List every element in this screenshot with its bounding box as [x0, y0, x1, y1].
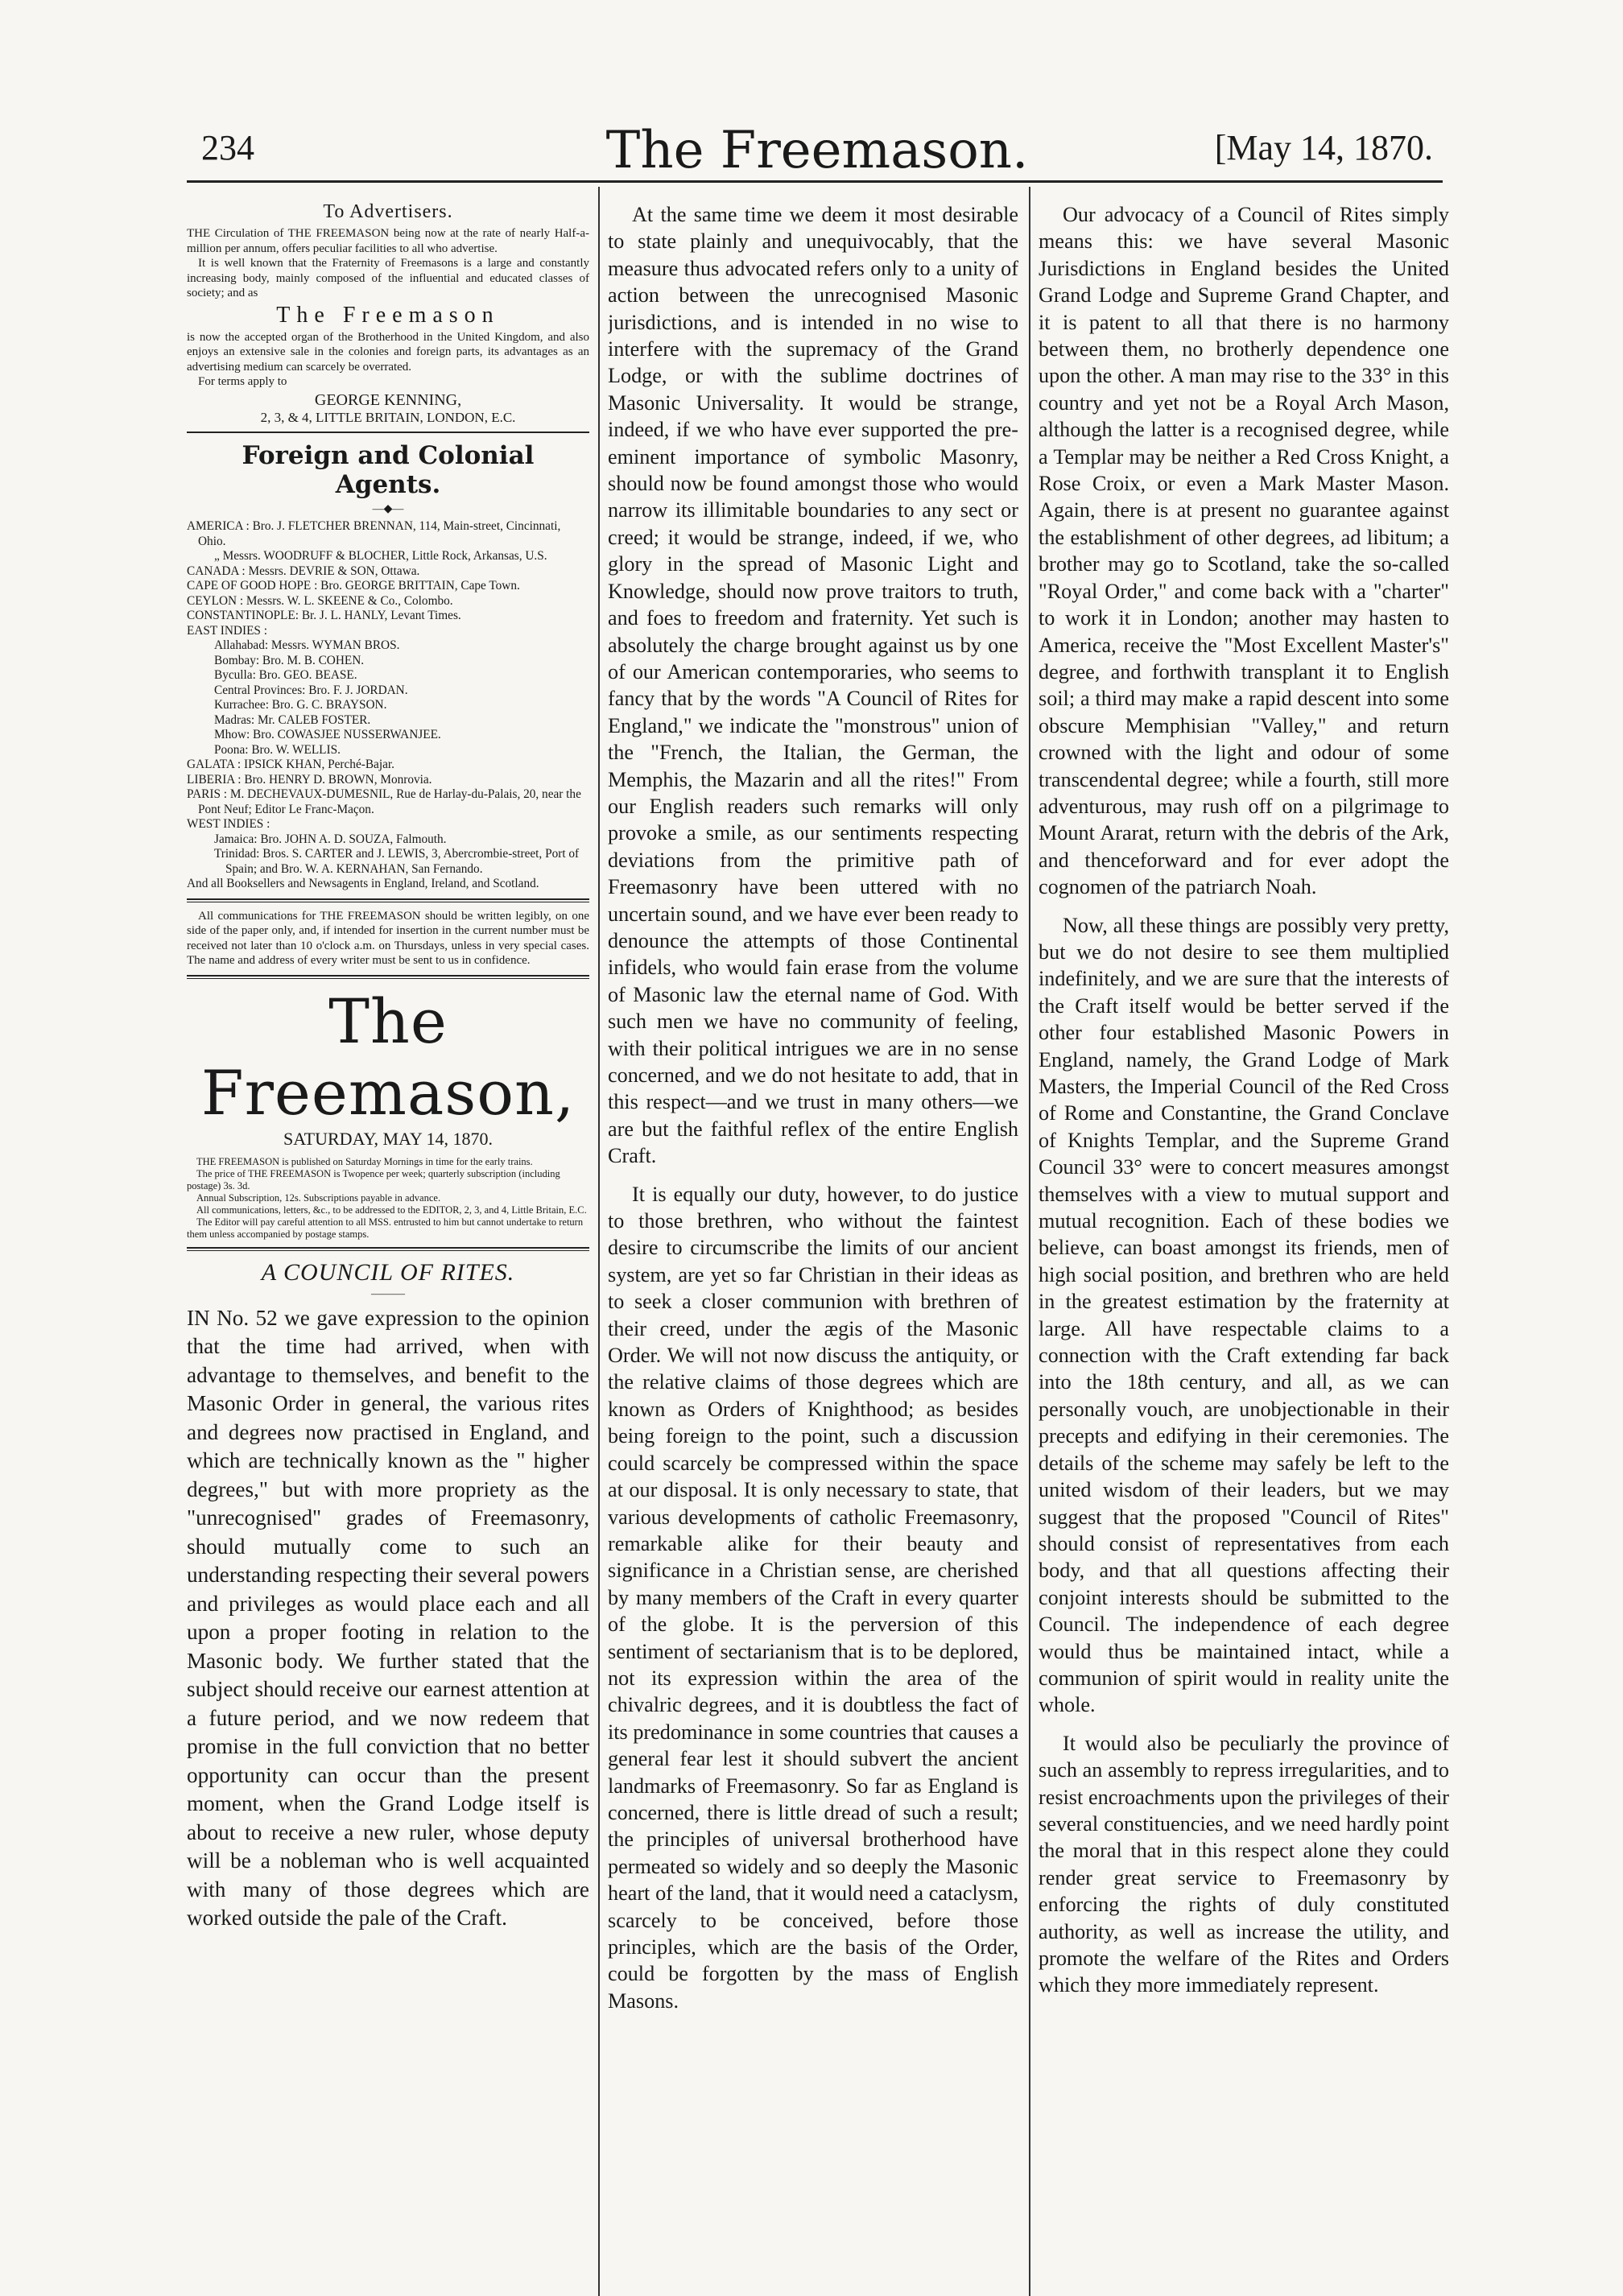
agent-entry: Poona: Bro. W. WELLIS.	[214, 742, 341, 757]
agents-title: Foreign and Colonial Agents.	[242, 441, 535, 499]
agents-list	[187, 519, 589, 892]
agent-entry: Mhow: Bro. COWASJEE NUSSERWANJEE.	[214, 728, 441, 741]
agent-entry: Allahabad: Messrs. WYMAN BROS.	[214, 638, 400, 652]
agent-entry: WEST INDIES :	[187, 817, 270, 831]
publication-note: The Editor will pay careful attention to all MSS. entrusted to him but cannot undertake to return them unless accompanied by postage stamps.	[187, 1216, 584, 1240]
header-rule	[187, 180, 1443, 183]
advertisers-terms: For terms apply to	[198, 375, 287, 388]
agent-entry: LIBERIA : Bro. HENRY D. BROWN, Monrovia.	[187, 772, 432, 787]
agent-entry: Madras: Mr. CALEB FOSTER.	[214, 712, 371, 727]
advertisers-p2: It is well known that the Fraternity of Freemasons is a large and constantly increasing body, mainly composed of the influential and educated classes of society; and as	[187, 257, 589, 299]
article-title: A COUNCIL OF RITES.	[261, 1258, 515, 1286]
column-left	[187, 201, 589, 1933]
ornament-divider: —◆—	[372, 503, 404, 515]
agent-entry: CAPE OF GOOD HOPE : Bro. GEORGE BRITTAIN, Cape Town.	[187, 579, 520, 593]
advertisers-title: To Advertisers.	[323, 201, 453, 222]
title-divider: ———	[371, 1287, 405, 1300]
agent-entry: CANADA : Messrs. DEVRIE & SON, Ottawa.	[187, 564, 420, 578]
section-rule	[187, 978, 589, 979]
agent-entry: And all Booksellers and Newsagents in England, Ireland, and Scotland.	[187, 877, 539, 890]
article-col3-text	[1039, 201, 1449, 1999]
agent-entry: Central Provinces: Bro. F. J. JORDAN.	[214, 683, 408, 697]
article-paragraph: It would also be peculiarly the province of such an assembly to repress irregularities, and to resist encroachments upon the privileges of their several constituencies, and we need hardly point the moral that in this respect alone they could render great service to Freemasonry by enforcing the rights of duly constituted authority, as well as increase the utility, and promote the welfare of the Rites and Orders which they more immediately represent.	[1039, 1731, 1449, 1997]
agent-entry: Byculla: Bro. GEO. BEASE.	[214, 668, 357, 682]
agent-entry: CEYLON : Messrs. W. L. SKEENE & Co., Colombo.	[187, 593, 453, 608]
article-col2-text	[608, 201, 1018, 2014]
column-divider	[1029, 187, 1030, 2296]
masthead-block-title: The Freemason,	[200, 985, 576, 1129]
section-rule	[187, 898, 589, 900]
publication-note: Annual Subscription, 12s. Subscriptions payable in advance.	[196, 1191, 441, 1204]
publication-note: The price of THE FREEMASON is Twopence per week; quarterly subscription (including postage) 3s. 3d.	[187, 1167, 560, 1191]
article-paragraph: At the same time we deem it most desirable to state plainly and unequivocably, that the measure thus advocated refers only to a unity of action between the unrecognised Masonic jurisdictions, and is intended in no wise to interfere with the supremacy of the Grand Lodge, or with the sublime doctrines of Masonic Universality. It would be strange, indeed, if we who have ever supported the pre-eminent importance of symbolic Masonry, should now be found amongst those who would narrow its illimitable boundaries to any sect or creed; it would be strange, indeed, if we, who glory in the spread of Masonic Light and Knowledge, should now prove traitors to truth, and foes to freedom and fraternity. Yet such is absolutely the charge brought against us by one of our American contemporaries, who seems to fancy that by the words "A Council of Rites for England," we indicate the "monstrous" union of the "French, the Italian, the German, the Memphis, the Mazarin and all the rites!" From our English readers such remarks will only provoke a smile, as our sentiments respecting deviations from the primitive path of Freemasonry have been uttered with no uncertain sound, and we have ever been ready to denounce the attempts of those Continental infidels, who would fain erase from the volume of Masonic law the eternal name of God. With such men we have no community of feeling, with their political intrigues we are in no sense concerned, and we do not hesitate to add, that in this respect—and we trust in many others—we are but the faithful reflex of the entire English Craft.	[608, 203, 1018, 1168]
agent-entry: PARIS : M. DECHEVAUX-DUMESNIL, Rue de Harlay-du-Palais, 20, near the Pont Neuf; Editor Le Franc-Maçon.	[187, 787, 581, 816]
agent-entry: CONSTANTINOPLE: Br. J. L. HANLY, Levant Times.	[187, 609, 461, 622]
agent-entry: AMERICA : Bro. J. FLETCHER BRENNAN, 114, Main-street, Cincinnati, Ohio.	[187, 519, 561, 548]
advertisers-p1: THE Circulation of THE FREEMASON being now at the rate of nearly Half-a-million per annum, offers peculiar facilities to all who advertise.	[187, 227, 589, 255]
column-divider	[598, 187, 600, 2296]
contact-address: 2, 3, & 4, LITTLE BRITAIN, LONDON, E.C.	[260, 409, 516, 425]
agent-entry: Bombay: Bro. M. B. COHEN.	[214, 653, 365, 667]
publication-notes	[187, 1156, 589, 1241]
agent-entry: „ Messrs. WOODRUFF & BLOCHER, Little Rock, Arkansas, U.S.	[214, 549, 547, 563]
article-paragraph: It is equally our duty, however, to do justice to those brethren, who without the faintest desire to circumscribe the limits of our ancient system, are yet so far Christian in their ideas as to seek a closer communion with brethren of their creed, under the ægis of the Masonic Order. We will not now discuss the antiquity, or the relative claims of those degrees which are known as Orders of Knighthood; as besides being foreign to the point, such a discussion could scarcely be compressed within the space at our disposal. It is only necessary to state, that various developments of catholic Freemasonry, remarkable alike for their beauty and significance in a Christian sense, are cherished by many members of the Craft in every quarter of the globe. It is the perversion of this sentiment of sectarianism that is to be deplored, not its expression within the area of the chivalric degrees, and it is doubtless the fact of its predominance in some countries that causes a general fear lest it should subvert the ancient landmarks of Freemasonry. So far as England is concerned, there is little dread of such a result; the principles of universal brotherhood have permeated so widely and so deeply the Masonic heart of the land, that it would need a cataclysm, scarcely to be conceived, before those principles, which are the basis of the Order, could be forgotten by the mass of English Masons.	[608, 1182, 1018, 2013]
masthead-block-date: SATURDAY, MAY 14, 1870.	[283, 1128, 493, 1149]
section-rule	[187, 1247, 589, 1249]
agent-entry: Trinidad: Bros. S. CARTER and J. LEWIS, 3, Abercrombie-street, Port of Spain; and Bro. W. A. KERNAHAN, San Fernando.	[214, 847, 580, 876]
agent-entry: Kurrachee: Bro. G. C. BRAYSON.	[214, 698, 387, 712]
contact-name: GEORGE KENNING,	[314, 390, 462, 409]
communications-notice: All communications for THE FREEMASON should be written legibly, on one side of the paper only, and, if intended for insertion in the current number must be received not later than 10 o'clock a.m. on Thursdays, unless in very special cases. The name and address of every writer must be sent to us in confidence.	[187, 909, 589, 967]
agent-entry: EAST INDIES :	[187, 623, 267, 638]
column-right	[1039, 201, 1449, 2294]
header-date: [May 14, 1870.	[1214, 128, 1433, 167]
article-paragraph: IN No. 52 we gave expression to the opinion that the time had arrived, when with advantage to themselves, and benefit to the Masonic Order in general, the various rites and degrees now practised in England, and which are technically known as the " higher degrees," but with more propriety as the "unrecognised" grades of Freemasonry, should mutually come to such an understanding respecting their several powers and privileges as would place each and all upon a proper footing in relation to the Masonic body. We further stated that the subject should receive our earnest attention at a future period, and we now redeem that promise in the full conviction that no better opportunity can occur than the present moment, when the Grand Lodge itself is about to receive a new ruler, whose deputy will be a nobleman who is well acquainted with many of those degrees which are worked outside the pale of the Craft.	[187, 1305, 589, 1930]
publication-note: THE FREEMASON is published on Saturday Mornings in time for the early trains.	[196, 1155, 533, 1167]
agent-entry: GALATA : IPSICK KHAN, Perché-Bajar.	[187, 758, 394, 771]
section-rule	[187, 1250, 589, 1251]
masthead: The Freemason.	[605, 121, 1029, 180]
publication-note: All communications, letters, &c., to be addressed to the EDITOR, 2, 3, and 4, Little Britain, E.C.	[196, 1204, 587, 1216]
column-middle	[608, 201, 1018, 2294]
article-col1-text	[187, 1304, 589, 1933]
agent-entry: Jamaica: Bro. JOHN A. D. SOUZA, Falmouth.	[214, 832, 447, 846]
section-rule	[187, 975, 589, 977]
section-rule	[187, 432, 589, 433]
article-paragraph: Our advocacy of a Council of Rites simply means this: we have several Masonic Jurisdictions in England besides the United Grand Lodge and Supreme Grand Chapter, and it is patent to all that there is no harmony between them, no brotherly dependence one upon the other. A man may rise to the 33° in this country and yet not be a Royal Arch Mason, although the latter is a recognised degree, while a Templar may be neither a Red Cross Knight, a Rose Croix, or even a Mark Master Mason. Again, there is at present no guarantee against the establishment of other degrees, ad libitum; a brother may go to Scotland, take the so-called "Royal Order," and come back with a "charter" to work it in London; another may hasten to America, receive the "Most Excellent Master's" degree, and forthwith transplant it to English soil; a third may make a rapid descent into some obscure Memphisian "Valley," and return crowned with the light and odour of some transcendental degree; while a fourth, still more adventurous, may rush off on a pilgrimage to Mount Ararat, return with the debris of the Ark, and thenceforward and for ever adopt the cognomen of the patriarch Noah.	[1039, 203, 1449, 899]
page-header	[201, 121, 1433, 180]
advertisers-paper-name: The Freemason	[276, 302, 500, 328]
page-number: 234	[201, 128, 254, 167]
article-paragraph: Now, all these things are possibly very pretty, but we do not desire to see them multiplied indefinitely, and we are sure that the interests of the Craft itself would be better served if the other four established Masonic Powers in England, namely, the Grand Lodge of Mark Masters, the Imperial Council of the Red Cross of Rome and Constantine, the Grand Conclave of Knights Templar, and the Supreme Grand Council 33° were to concert measures amongst themselves with a view to mutual support and mutual recognition. Each of these bodies we believe, can boast amongst its friends, men of high social position, and brethren who are held in the greatest estimation by the fraternity at large. All have respectable claims to a connection with the Craft extending far back into the 18th century, and all, as we can personally vouch, are unobjectionable in their precepts and edifying in their ceremonies. The details of the scheme may safely be left to the united wisdom of their leaders, but we may suggest that the proposed "Council of Rites" should consist of representatives from each body, and that all questions affecting their conjoint interests should be submitted to the Council. The independence of each degree would thus be maintained intact, while a communion of spirit would in reality unite the whole.	[1039, 913, 1449, 1717]
advertisers-p3: is now the accepted organ of the Brotherhood in the United Kingdom, and also enjoys an extensive sale in the colonies and foreign parts, its advantages as an advertising medium can scarcely be overrated.	[187, 330, 589, 374]
